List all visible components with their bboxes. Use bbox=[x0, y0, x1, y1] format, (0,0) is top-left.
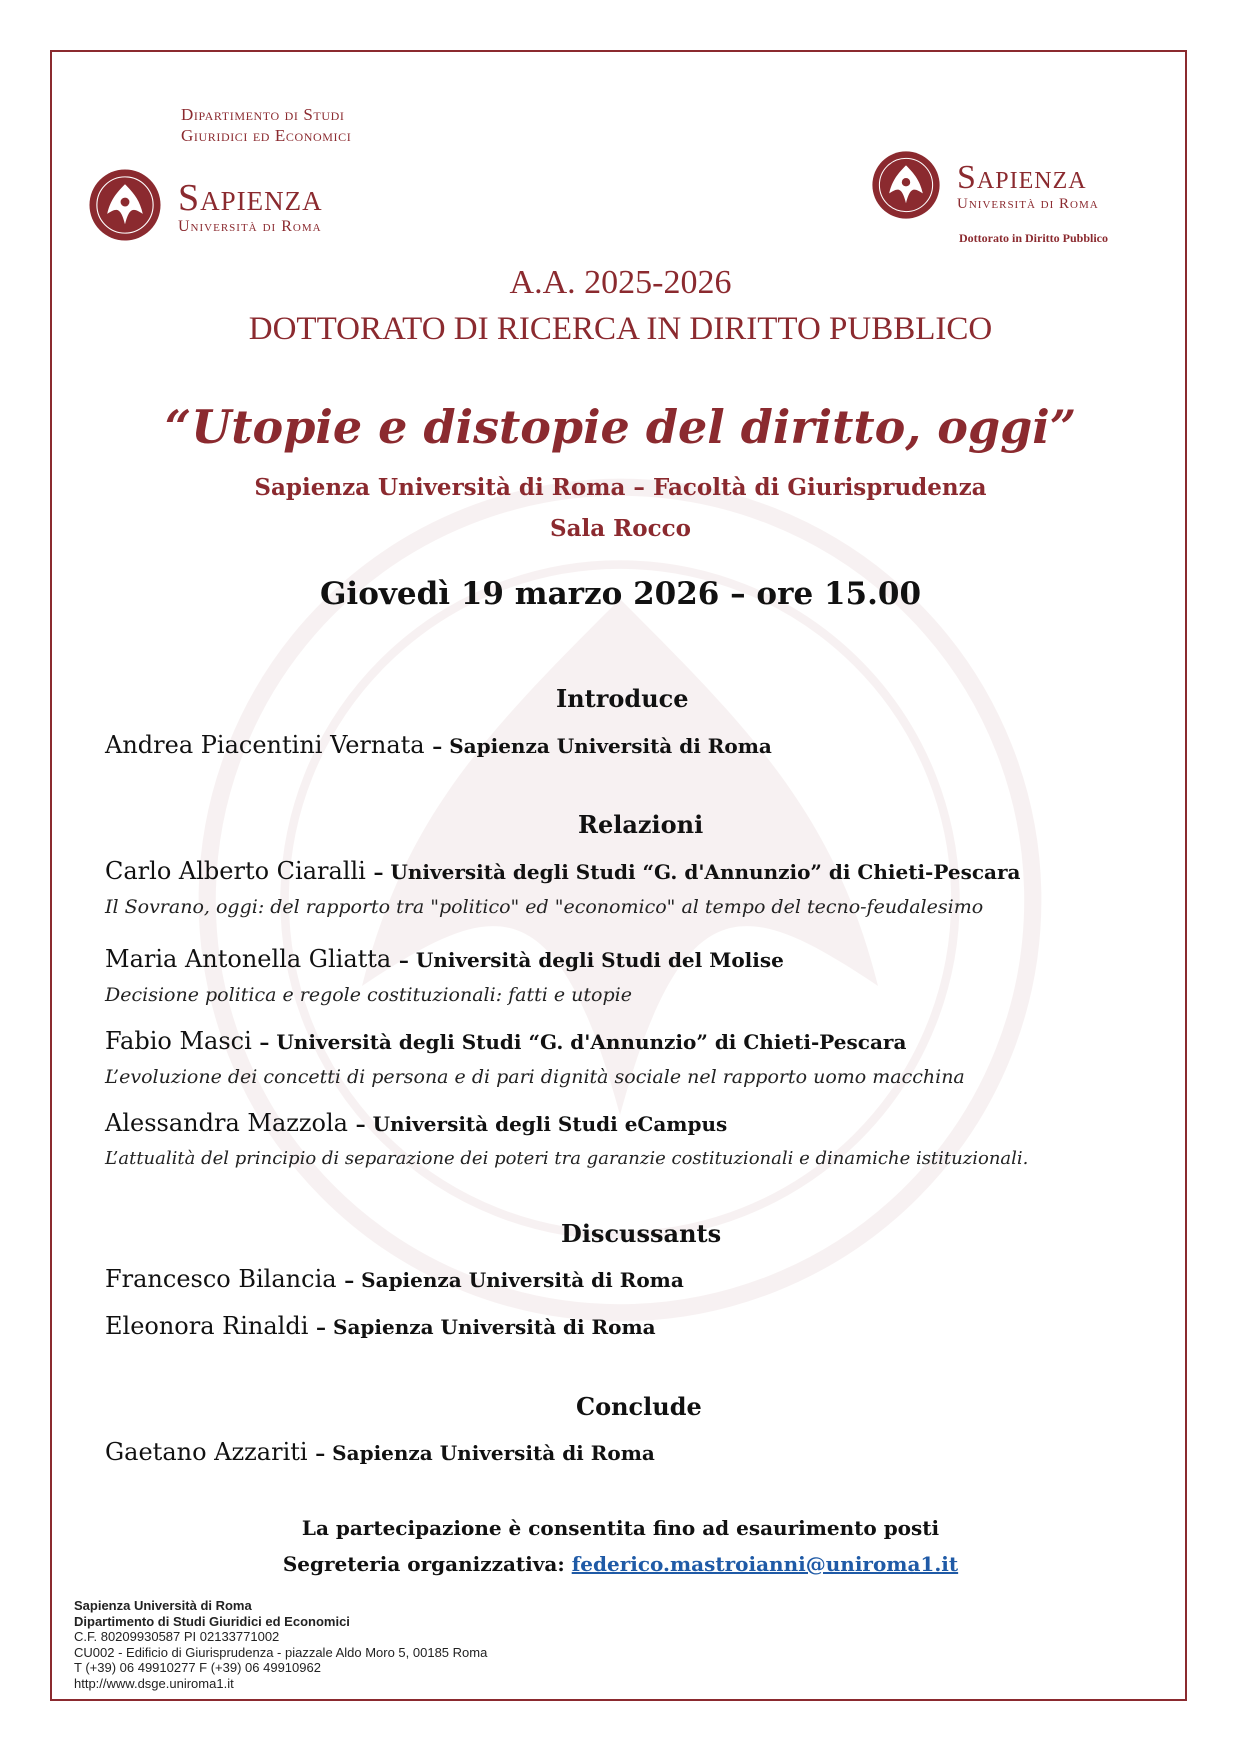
footer-website-link[interactable]: http://www.dsge.uniroma1.it bbox=[74, 1675, 234, 1691]
speaker-name: Eleonora Rinaldi bbox=[105, 1312, 309, 1340]
speaker-affiliation: – Università degli Studi “G. d'Annunzio” di Chieti-Pescara bbox=[259, 1030, 907, 1054]
speaker-row bbox=[105, 945, 784, 973]
speaker-name: Andrea Piacentini Vernata bbox=[105, 731, 425, 759]
sapienza-seal-icon bbox=[871, 150, 941, 220]
speaker-name: Fabio Masci bbox=[105, 1027, 252, 1055]
speaker-row bbox=[105, 731, 772, 759]
speaker-row bbox=[105, 1312, 656, 1340]
speaker-row bbox=[105, 1109, 727, 1137]
section-heading-discussants: Discussants bbox=[561, 1219, 722, 1248]
program-tag: Dottorato in Diritto Pubblico bbox=[959, 231, 1108, 245]
speaker-row bbox=[105, 857, 1020, 885]
secretariat-email-link[interactable]: federico.mastroianni@uniroma1.it bbox=[571, 1552, 959, 1576]
speaker-row bbox=[105, 1438, 655, 1466]
speaker-affiliation: – Sapienza Università di Roma bbox=[432, 734, 772, 758]
event-date: Giovedì 19 marzo 2026 – ore 15.00 bbox=[319, 576, 922, 612]
speaker-affiliation: – Università degli Studi del Molise bbox=[398, 948, 784, 972]
secretariat-line bbox=[100, 1552, 1141, 1576]
speaker-name: Francesco Bilancia bbox=[105, 1265, 337, 1293]
speaker-affiliation: – Sapienza Università di Roma bbox=[315, 1441, 655, 1465]
department-name: Dipartimento di Studi Giuridici ed Economici bbox=[181, 105, 352, 145]
section-heading-introduce: Introduce bbox=[556, 684, 689, 713]
speaker-name: Alessandra Mazzola bbox=[105, 1109, 348, 1137]
speaker-affiliation: – Università degli Studi eCampus bbox=[355, 1112, 728, 1136]
talk-title: L’attualità del principio di separazione dei poteri tra garanzie costituzionali e dinamiche istituzionali. bbox=[105, 1148, 1029, 1169]
section-heading-relazioni: Relazioni bbox=[578, 810, 704, 839]
academic-year: A.A. 2025-2026 bbox=[509, 264, 732, 301]
program-title: DOTTORATO DI RICERCA IN DIRITTO PUBBLICO bbox=[248, 311, 993, 347]
venue-room: Sala Rocco bbox=[550, 515, 691, 542]
speaker-name: Carlo Alberto Ciaralli bbox=[105, 857, 366, 885]
venue-line: Sapienza Università di Roma – Facoltà di Giurisprudenza bbox=[254, 474, 987, 501]
speaker-affiliation: – Sapienza Università di Roma bbox=[316, 1315, 656, 1339]
talk-title: Decisione politica e regole costituzionali: fatti e utopie bbox=[105, 984, 632, 1006]
speaker-row bbox=[105, 1265, 684, 1293]
talk-title: Il Sovrano, oggi: del rapporto tra "politico" ed "economico" al tempo del tecno-feudalesimo bbox=[105, 896, 984, 918]
secretariat-label: Segreteria organizzativa: bbox=[282, 1552, 565, 1576]
participation-note: La partecipazione è consentita fino ad esaurimento posti bbox=[301, 1516, 940, 1540]
section-heading-conclude: Conclude bbox=[576, 1392, 702, 1421]
speaker-name: Gaetano Azzariti bbox=[105, 1438, 308, 1466]
speaker-affiliation: – Università degli Studi “G. d'Annunzio” di Chieti-Pescara bbox=[373, 860, 1021, 884]
event-title: “Utopie e distopie del diritto, oggi” bbox=[164, 400, 1077, 454]
talk-title: L’evoluzione dei concetti di persona e di pari dignità sociale nel rapporto uomo macchina bbox=[105, 1066, 965, 1088]
footer-address: Sapienza Università di Roma Dipartimento di Studi Giuridici ed Economici C.F. 80209930587 PI 02133771002 CU002 - Edificio di Giurisprudenza - piazzale Aldo Moro 5, 00185 Roma T (+39) 06 49910277 F (+39) 06 49910962 http://www.dsge.uniroma1.it bbox=[74, 1598, 488, 1691]
brand-left: Sapienza Università di Roma bbox=[178, 177, 323, 235]
speaker-row bbox=[105, 1027, 906, 1055]
sapienza-seal-icon bbox=[88, 168, 162, 242]
brand-right: Sapienza Università di Roma bbox=[957, 159, 1099, 212]
speaker-name: Maria Antonella Gliatta bbox=[105, 945, 392, 973]
speaker-affiliation: – Sapienza Università di Roma bbox=[344, 1268, 684, 1292]
